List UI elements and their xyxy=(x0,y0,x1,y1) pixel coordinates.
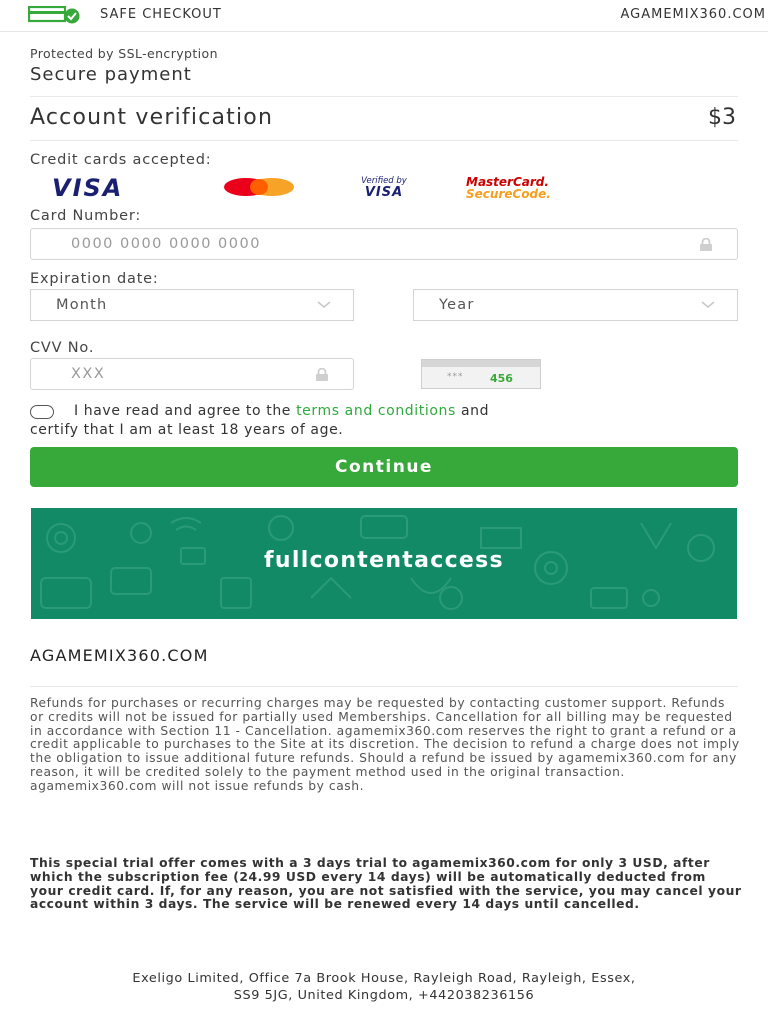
cards-accepted-label: Credit cards accepted: xyxy=(30,152,212,168)
top-bar xyxy=(0,0,768,32)
trial-text-2: days trial to xyxy=(312,856,408,870)
trial-text-6: days) will be automatically deducted from your credit card. If, for any reason, you are not satisfied with the service, you may cancel your account within xyxy=(30,869,742,912)
agree-text-post: and xyxy=(455,403,490,419)
cvv-example-image xyxy=(421,359,541,389)
product-price: $3 xyxy=(708,105,736,130)
ssl-notice: Protected by SSL-encryption xyxy=(30,46,218,61)
card-signature-band xyxy=(422,360,540,367)
site-name: AGAMEMIX360.COM xyxy=(620,7,766,22)
footer-site-name: AGAMEMIX360.COM xyxy=(30,646,209,665)
subscription-fee: 24.99 USD xyxy=(239,869,317,884)
cvv-placeholder: XXX xyxy=(71,366,106,382)
mastercard-text: MasterCard. xyxy=(466,175,549,189)
trial-days: 3 xyxy=(302,856,313,870)
terms-link[interactable]: terms and conditions xyxy=(296,403,456,419)
renew-days: 14 xyxy=(462,897,481,912)
chevron-down-icon xyxy=(317,300,331,310)
card-number-placeholder: 0000 0000 0000 0000 xyxy=(71,236,261,252)
trial-site: agamemix360.com xyxy=(412,856,551,870)
mastercard-logo-icon xyxy=(222,177,296,197)
month-select-value: Month xyxy=(56,297,108,313)
year-select-value: Year xyxy=(439,297,475,313)
secure-payment-title: Secure payment xyxy=(30,64,192,85)
lock-icon xyxy=(699,238,713,251)
address-line-2: SS9 5JG, United Kingdom, +442038236156 xyxy=(233,988,535,1003)
card-number-label: Card Number: xyxy=(30,208,142,224)
trial-price: 3 USD xyxy=(618,856,664,870)
address-line-1: Exeligo Limited, Office 7a Brook House, Rayleigh Road, Rayleigh, Essex, xyxy=(132,971,636,986)
mastercard-securecode-logo xyxy=(466,176,596,200)
agree-text-line2: certify that I am at least 18 years of age. xyxy=(30,422,344,438)
lock-icon xyxy=(315,368,329,381)
trial-text-5: every xyxy=(316,869,368,884)
cvv-example-stars: *** xyxy=(447,372,464,382)
trial-text-7: days. The service will be renewed every xyxy=(153,897,463,912)
verified-by-visa-logo xyxy=(342,176,426,199)
verified-visa-text: VISA xyxy=(364,185,404,200)
trial-text-3: for only xyxy=(550,856,619,870)
year-select[interactable] xyxy=(413,289,738,321)
verified-by-text: Verified by xyxy=(361,176,407,186)
securecode-text: SecureCode. xyxy=(466,187,551,201)
cancel-days: 3 xyxy=(144,897,154,912)
billing-days: 14 xyxy=(367,869,386,884)
full-content-access-banner xyxy=(31,508,737,619)
cvv-input[interactable] xyxy=(30,358,354,390)
divider xyxy=(30,686,738,687)
trial-text-8: days until cancelled. xyxy=(480,897,640,912)
card-number-input[interactable] xyxy=(30,228,738,260)
product-name: Account verification xyxy=(30,105,274,130)
cvv-label: CVV No. xyxy=(30,340,95,356)
refund-policy-text: Refunds for purchases or recurring charges may be requested by contacting customer support. Refunds or credits will not be issued for partially used Memberships. Cancellation for all billing may be requested in accordance with Section 11 - Cancellation. agamemix360.com reserves the right to grant a refund or a credit applicable to purchases to the Site at its discretion. The decision to refund a charge does not imply the obligation to issue additional future refunds. Should a refund be issued by agamemix360.com for any reason, it will be credited solely to the payment method used in the original transaction. agamemix360.com will not issue refunds by cash. xyxy=(30,696,740,793)
expiration-label: Expiration date: xyxy=(30,271,159,287)
visa-logo: VISA xyxy=(52,174,124,202)
cvv-example-number: 456 xyxy=(490,372,513,385)
trial-terms-text xyxy=(30,857,742,912)
company-address xyxy=(0,970,768,1004)
agreement-text xyxy=(30,402,730,440)
month-select[interactable] xyxy=(30,289,354,321)
divider xyxy=(30,140,738,141)
safe-checkout-label: SAFE CHECKOUT xyxy=(100,7,222,22)
card-logos xyxy=(30,172,650,202)
continue-button[interactable]: Continue xyxy=(30,447,738,487)
trial-text-1: This special trial offer comes with a xyxy=(30,856,303,870)
agree-text-pre: I have read and agree to the xyxy=(74,403,297,419)
divider xyxy=(30,96,738,97)
chevron-down-icon xyxy=(701,300,715,310)
banner-text: fullcontentaccess xyxy=(264,548,504,573)
safe-checkout-logo-icon xyxy=(28,6,82,24)
trial-text-4: , after which the subscription fee ( xyxy=(30,856,710,884)
